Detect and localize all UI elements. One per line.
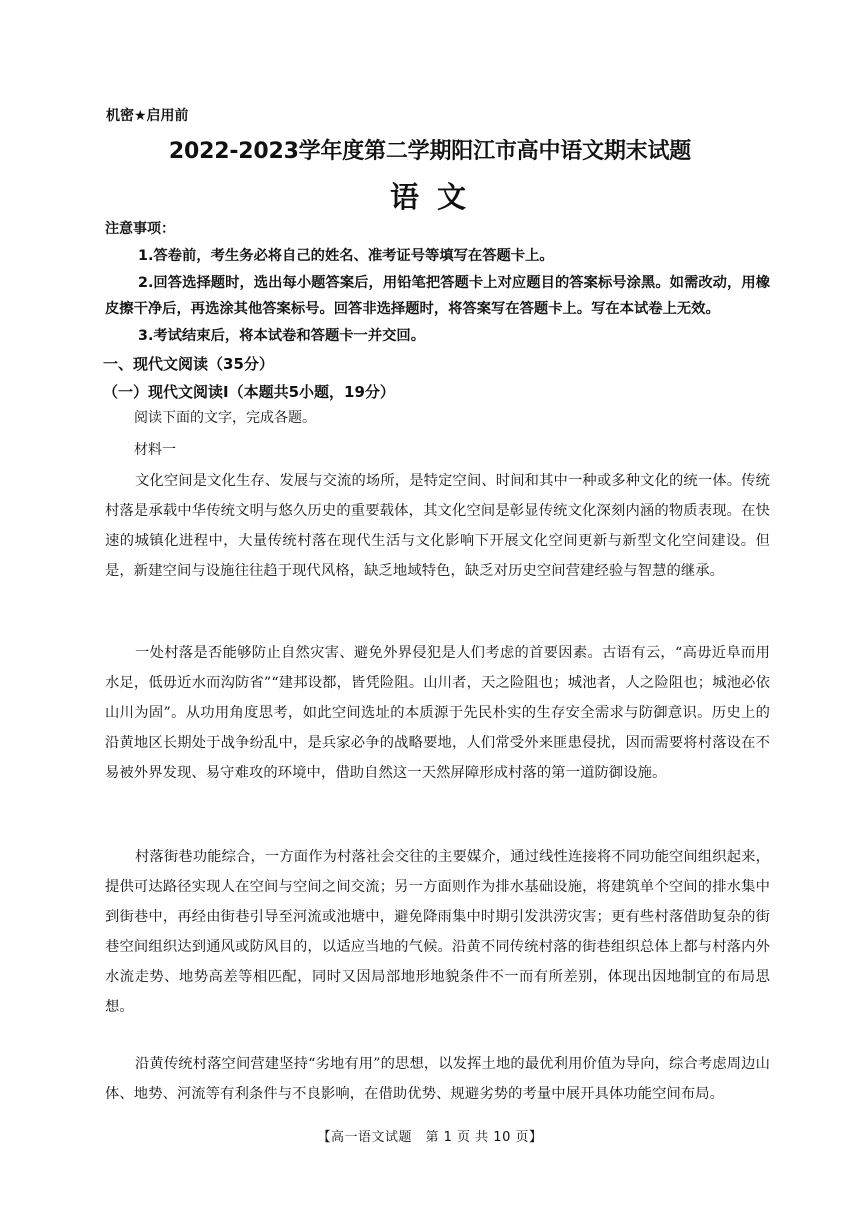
- subsection-title: （一）现代文阅读Ⅰ（本题共5小题，19分）: [103, 383, 395, 401]
- notice-heading: 注意事项：: [105, 221, 175, 237]
- body-paragraph: 沿黄传统村落空间营建坚持“劣地有用”的思想，以发挥土地的最优利用价值为导向，综合考虑周边山体、地势、河流等有利条件与不良影响，在借助优势、规避劣势的考量中展开具体功能空间布局。: [105, 1056, 770, 1102]
- body-paragraph: 村落街巷功能综合，一方面作为村落社会交往的主要媒介，通过线性连接将不同功能空间组织起来，提供可达路径实现人在空间与空间之间交流；另一方面则作为排水基础设施，将建筑单个空间的排水集中到街巷中，再经由街巷引导至河流或池塘中，避免降雨集中时期引发洪涝灾害；更有些村落借助复杂的街巷空间组织达到通风或防风目的，以适应当地的气候。沿黄不同传统村落的街巷组织总体上都与村落内外水流走势、地势高差等相匹配，同时又因局部地形地貌条件不一而有所差别，体现出因地制宜的布局思想。: [105, 849, 770, 1015]
- material-label: 材料一: [134, 442, 176, 458]
- reading-instruction: 阅读下面的文字，完成各题。: [134, 410, 316, 426]
- notice-item: 2.回答选择题时，选出每小题答案后，用铅笔把答题卡上对应题目的答案标号涂黑。如需改动，用橡皮擦干净后，再选涂其他答案标号。回答非选择题时，将答案写在答题卡上。写在本试卷上无效。: [105, 275, 770, 317]
- subject-title: 语 文: [389, 180, 471, 214]
- notice-item: 3.考试结束后，将本试卷和答题卡一并交回。: [138, 328, 426, 344]
- body-paragraph: 文化空间是文化生存、发展与交流的场所，是特定空间、时间和其中一种或多种文化的统一体。传统村落是承载中华传统文明与悠久历史的重要载体，其文化空间是彰显传统文化深刻内涵的物质表现。在快速的城镇化进程中，大量传统村落在现代生活与文化影响下开展文化空间更新与新型文化空间建设。但是，新建空间与设施往往趋于现代风格，缺乏地域特色，缺乏对历史空间营建经验与智慧的继承。: [105, 473, 770, 579]
- confidential-label: 机密★启用前: [106, 108, 189, 124]
- notice-item: 1.答卷前，考生务必将自己的姓名、准考证号等填写在答题卡上。: [138, 248, 554, 264]
- section-title: 一、现代文阅读（35分）: [103, 355, 274, 373]
- body-paragraph: 一处村落是否能够防止自然灾害、避免外界侵犯是人们考虑的首要因素。古语有云，“高毋近阜而用水足，低毋近水而沟防省”“建邦设都，皆凭险阻。山川者，天之险阻也；城池者，人之险阻也；城池必依山川为固”。从功用角度思考，如此空间选址的本质源于先民朴实的生存安全需求与防御意识。历史上的沿黄地区长期处于战争纷乱中，是兵家必争的战略要地，人们常受外来匪患侵扰，因而需要将村落设在不易被外界发现、易守难攻的环境中，借助自然这一天然屏障形成村落的第一道防御设施。: [105, 645, 770, 781]
- page-footer: 【高一语文试题 第 1 页 共 10 页】: [317, 1130, 543, 1145]
- exam-title: 2022-2023学年度第二学期阳江市高中语文期末试题: [168, 139, 692, 164]
